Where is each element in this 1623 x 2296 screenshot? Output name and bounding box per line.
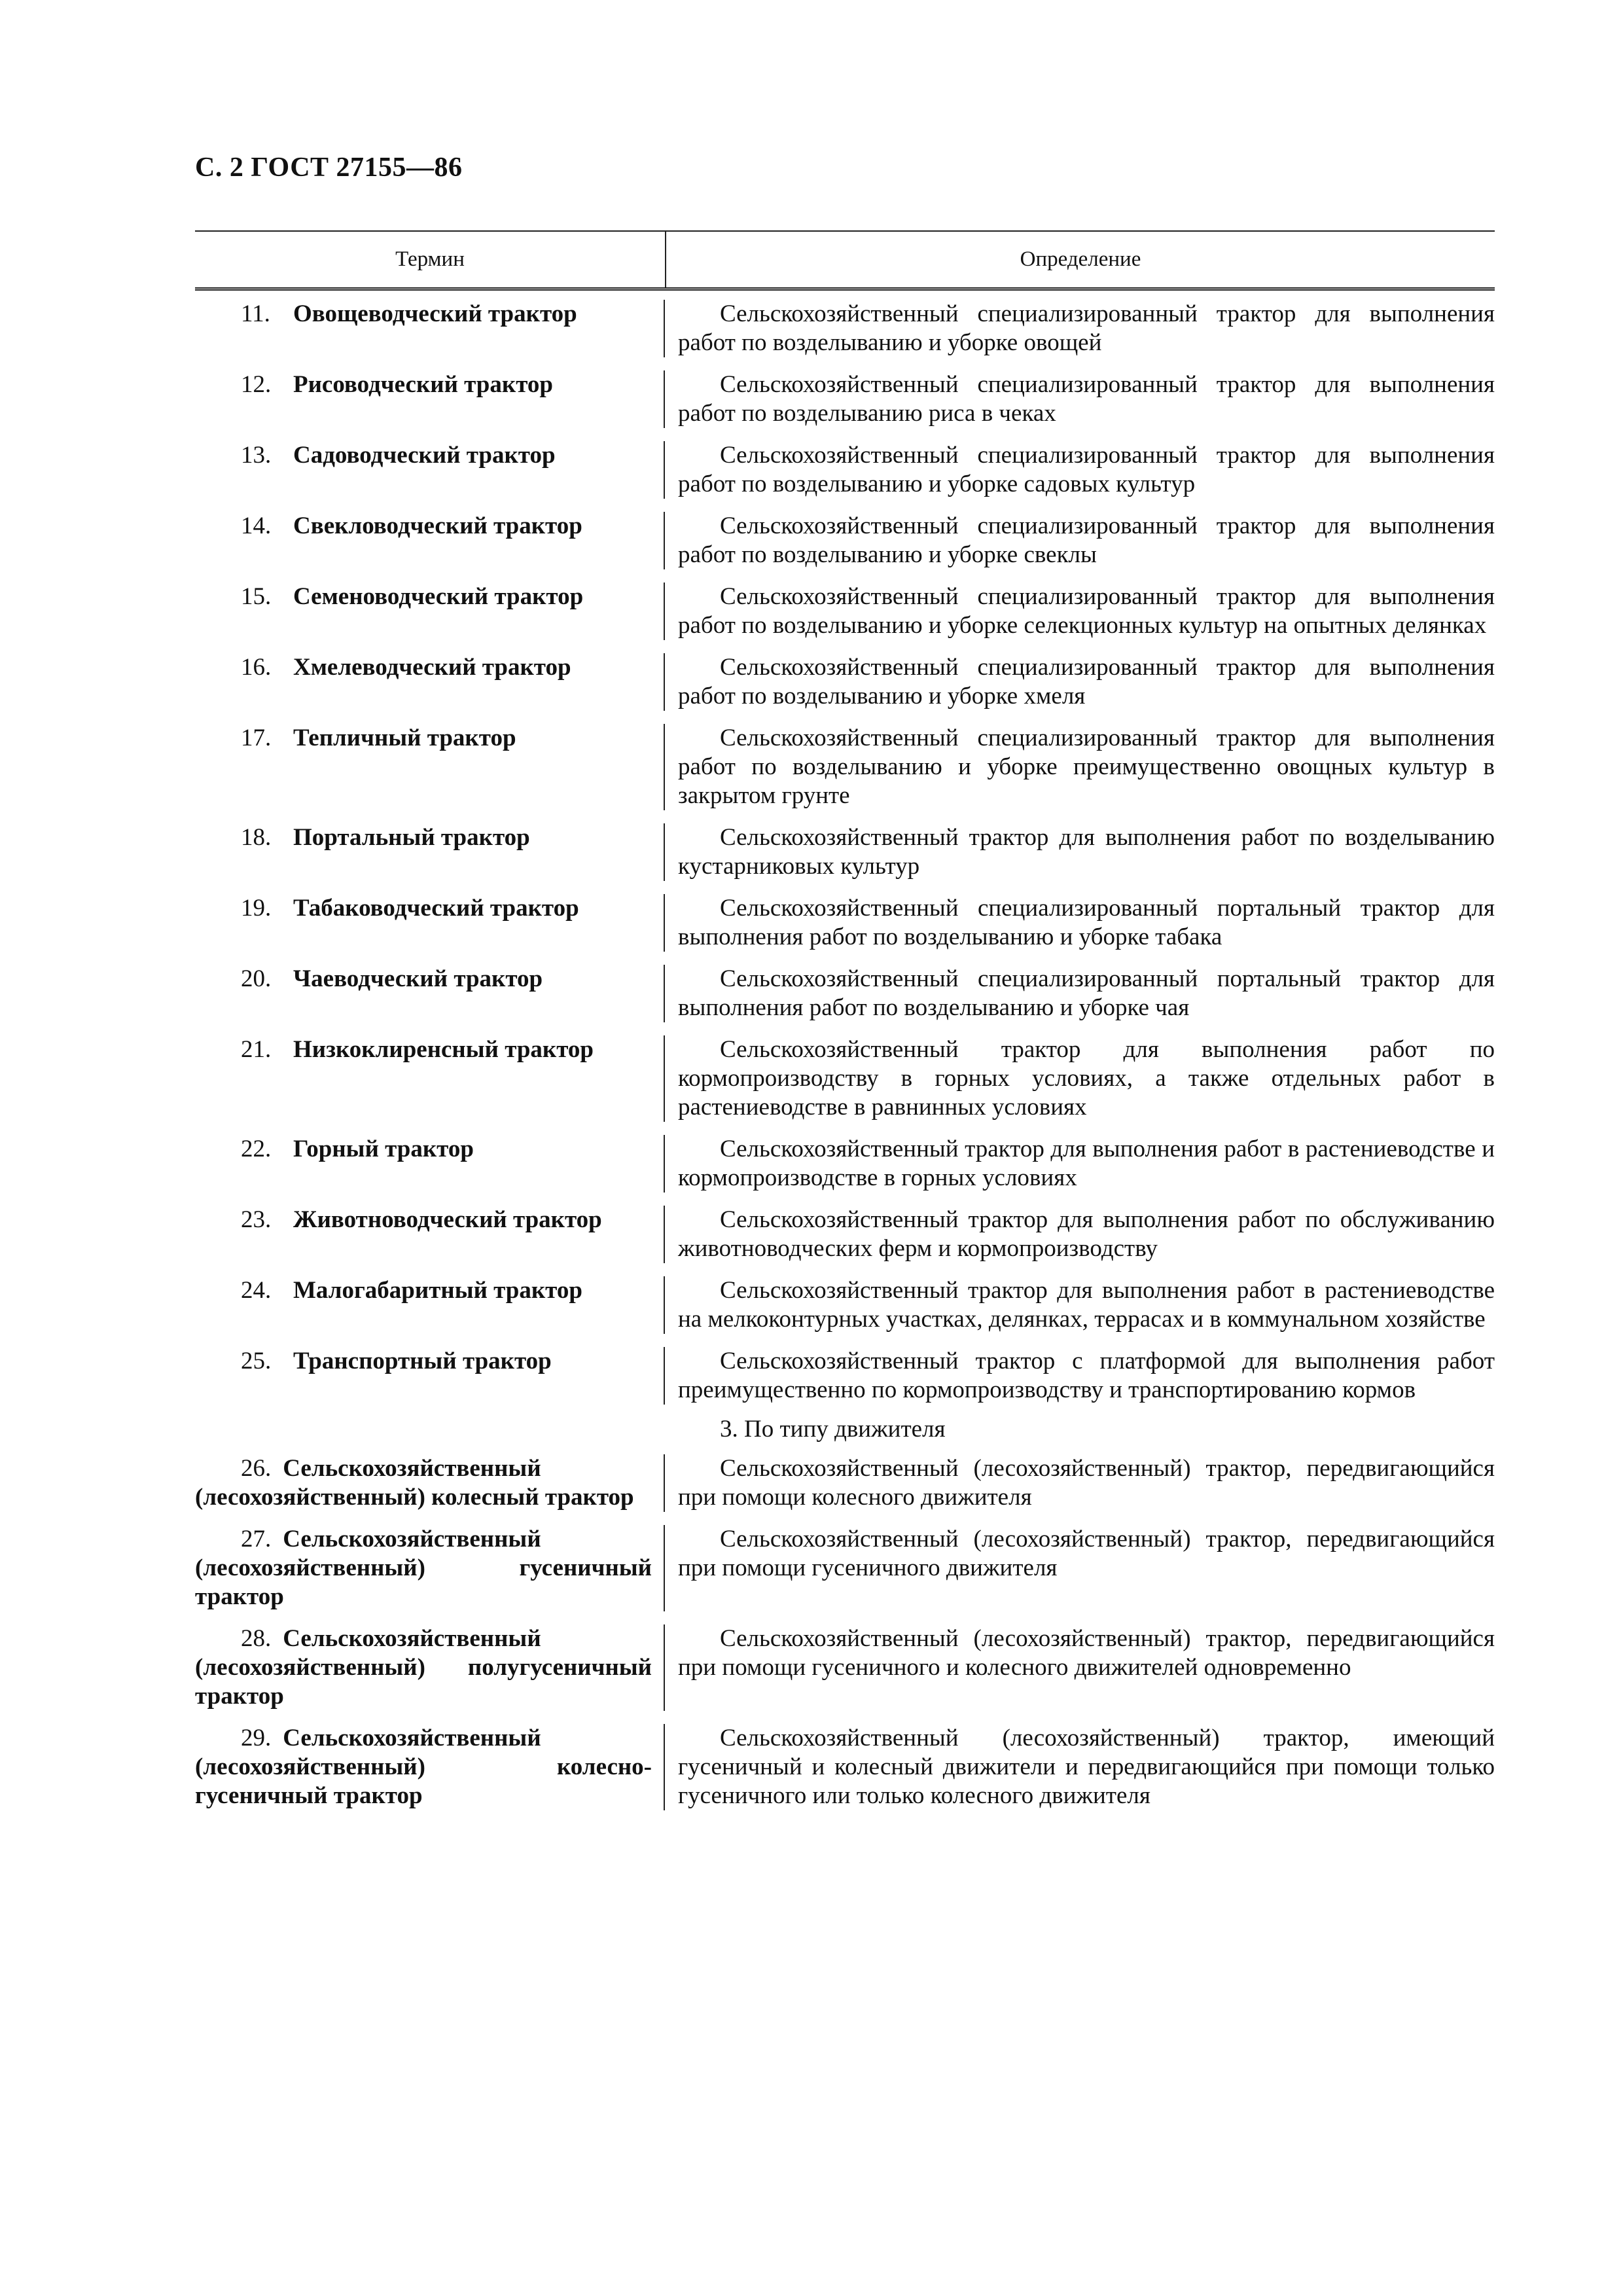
table-row: [195, 1454, 1495, 1512]
definition-cell: [665, 823, 1495, 881]
table-row: [195, 499, 1495, 569]
term-cell: [195, 894, 665, 952]
term-cell: [195, 441, 665, 499]
term-number: 12.: [241, 371, 272, 398]
definition-text: Сельскохозяйственный специализированный трактор для выполнения работ по возделыванию и уборке преимущественно овощных культур в закрытом грунте: [678, 725, 1495, 809]
term-number: 26.: [241, 1455, 272, 1482]
definition-text: Сельскохозяйственный трактор с платформой для выполнения работ преимущественно по кормопроизводству и транспортированию кормов: [678, 1348, 1495, 1403]
term-cell: [195, 1724, 665, 1810]
table-row: [195, 1512, 1495, 1611]
term-text: Семеноводческий трактор: [293, 583, 584, 610]
term-text: Малогабаритный трактор: [293, 1277, 582, 1304]
term-cell: [195, 1454, 665, 1512]
definition-text: Сельскохозяйственный трактор для выполнения работ по обслуживанию животноводческих ферм и кормопроизводству: [678, 1206, 1495, 1262]
table-row: [195, 1193, 1495, 1263]
term-cell: [195, 1525, 665, 1611]
definition-cell: [665, 653, 1495, 711]
term-text: Хмелеводческий трактор: [293, 654, 571, 681]
definition-text: Сельскохозяйственный специализированный трактор для выполнения работ по возделыванию риса в чеках: [678, 371, 1495, 427]
table-row: [195, 810, 1495, 881]
definition-cell: [665, 441, 1495, 499]
definition-cell: [665, 894, 1495, 952]
page-header: С. 2 ГОСТ 27155—86: [195, 152, 463, 183]
term-number: 18.: [241, 824, 272, 851]
term-text: Сельскохозяйственный (лесохозяйственный) гусеничный трактор: [195, 1526, 652, 1610]
term-number: 27.: [241, 1526, 272, 1552]
definition-text: Сельскохозяйственный (лесохозяйственный) трактор, передвигающийся при помощи гусеничного движителя: [678, 1526, 1495, 1581]
table-row: [195, 1122, 1495, 1193]
term-number: 29.: [241, 1725, 272, 1751]
definition-text: Сельскохозяйственный специализированный портальный трактор для выполнения работ по возделыванию и уборке чая: [678, 965, 1495, 1021]
definition-cell: [665, 1135, 1495, 1193]
table-row: [195, 640, 1495, 711]
term-cell: [195, 653, 665, 711]
section-heading-row: [195, 1405, 1495, 1454]
table-header-row: [195, 230, 1495, 291]
term-cell: [195, 1135, 665, 1193]
term-number: 28.: [241, 1625, 272, 1652]
term-text: Сельскохозяйственный (лесохозяйственный) колесный трактор: [195, 1455, 634, 1511]
term-number: 11.: [241, 300, 270, 327]
term-text: Горный трактор: [293, 1136, 474, 1162]
term-text: Тепличный трактор: [293, 725, 516, 751]
term-cell: [195, 1624, 665, 1711]
term-number: 16.: [241, 654, 272, 681]
definition-cell: [665, 1624, 1495, 1711]
definition-cell: [665, 512, 1495, 569]
definition-cell: [665, 1276, 1495, 1334]
term-number: 21.: [241, 1036, 272, 1063]
term-cell: [195, 1035, 665, 1122]
term-number: 17.: [241, 725, 272, 751]
definition-cell: [665, 370, 1495, 428]
table-row: [195, 569, 1495, 640]
table-row: [195, 1711, 1495, 1810]
definition-text: Сельскохозяйственный (лесохозяйственный) трактор, передвигающийся при помощи колесного движителя: [678, 1455, 1495, 1511]
term-number: 13.: [241, 442, 272, 469]
term-cell: [195, 370, 665, 428]
term-number: 25.: [241, 1348, 272, 1374]
table-row: [195, 881, 1495, 952]
table-row: [195, 1263, 1495, 1334]
term-text: Транспортный трактор: [293, 1348, 552, 1374]
definition-cell: [665, 724, 1495, 810]
definition-text: Сельскохозяйственный трактор для выполнения работ по возделыванию кустарниковых культур: [678, 824, 1495, 880]
definition-text: Сельскохозяйственный трактор для выполнения работ по кормопроизводству в горных условиях, а также отдельных работ в растениеводстве в равнинных условиях: [678, 1036, 1495, 1121]
term-number: 23.: [241, 1206, 272, 1233]
table-body: [195, 291, 1495, 1810]
definition-text: Сельскохозяйственный специализированный трактор для выполнения работ по возделыванию и уборке овощей: [678, 300, 1495, 356]
definition-cell: [665, 1454, 1495, 1512]
term-text: Садоводческий трактор: [293, 442, 556, 469]
term-text: Портальный трактор: [293, 824, 530, 851]
terms-table: [195, 230, 1495, 1810]
term-cell: [195, 823, 665, 881]
definition-cell: [665, 1206, 1495, 1263]
column-header-term: Термин: [195, 232, 666, 287]
definition-text: Сельскохозяйственный (лесохозяйственный) трактор, передвигающийся при помощи гусеничного и колесного движителей одновременно: [678, 1625, 1495, 1681]
term-number: 24.: [241, 1277, 272, 1304]
definition-text: Сельскохозяйственный специализированный трактор для выполнения работ по возделыванию и уборке садовых культур: [678, 442, 1495, 497]
definition-cell: [665, 1035, 1495, 1122]
term-text: Чаеводческий трактор: [293, 965, 543, 992]
term-cell: [195, 1347, 665, 1405]
definition-text: Сельскохозяйственный специализированный трактор для выполнения работ по возделыванию и уборке селекционных культур на опытных делянках: [678, 583, 1495, 639]
term-text: Овощеводческий трактор: [293, 300, 577, 327]
table-row: [195, 1611, 1495, 1711]
definition-cell: [665, 1724, 1495, 1810]
definition-text: Сельскохозяйственный трактор для выполнения работ в растениеводстве и кормопроизводстве в горных условиях: [678, 1136, 1495, 1191]
definition-cell: [665, 965, 1495, 1022]
term-cell: [195, 300, 665, 357]
definition-text: Сельскохозяйственный специализированный портальный трактор для выполнения работ по возделыванию и уборке табака: [678, 895, 1495, 950]
table-row: [195, 1334, 1495, 1405]
term-cell: [195, 583, 665, 640]
term-number: 14.: [241, 512, 272, 539]
table-row: [195, 428, 1495, 499]
term-number: 15.: [241, 583, 272, 610]
definition-cell: [665, 1525, 1495, 1611]
term-cell: [195, 965, 665, 1022]
term-cell: [195, 512, 665, 569]
definition-text: Сельскохозяйственный трактор для выполнения работ в растениеводстве на мелкоконтурных участках, делянках, террасах и в коммунальном хозяйстве: [678, 1277, 1495, 1333]
term-text: Животноводческий трактор: [293, 1206, 602, 1233]
section-spacer: [195, 1415, 665, 1444]
term-cell: [195, 1206, 665, 1263]
table-row: [195, 711, 1495, 810]
definition-text: Сельскохозяйственный специализированный трактор для выполнения работ по возделыванию и уборке хмеля: [678, 654, 1495, 709]
term-text: Сельскохозяйственный (лесохозяйственный) полугусеничный трактор: [195, 1625, 652, 1710]
definition-cell: [665, 583, 1495, 640]
term-number: 20.: [241, 965, 272, 992]
term-text: Сельскохозяйственный (лесохозяйственный) колесно-гусеничный трактор: [195, 1725, 652, 1809]
table-row: [195, 291, 1495, 357]
definition-text: Сельскохозяйственный (лесохозяйственный) трактор, имеющий гусеничный и колесный движители и передвигающийся при помощи только гусеничного или только колесного движителя: [678, 1725, 1495, 1809]
term-number: 22.: [241, 1136, 272, 1162]
term-text: Свекловодческий трактор: [293, 512, 582, 539]
term-text: Табаководческий трактор: [293, 895, 579, 922]
section-heading: 3. По типу движителя: [720, 1416, 946, 1443]
term-number: 19.: [241, 895, 272, 922]
definition-cell: [665, 300, 1495, 357]
term-text: Низкоклиренсный трактор: [293, 1036, 594, 1063]
definition-text: Сельскохозяйственный специализированный трактор для выполнения работ по возделыванию и уборке свеклы: [678, 512, 1495, 568]
definition-cell: [665, 1347, 1495, 1405]
column-header-definition: Определение: [1020, 247, 1141, 271]
term-text: Рисоводческий трактор: [293, 371, 553, 398]
table-row: [195, 952, 1495, 1022]
term-cell: [195, 1276, 665, 1334]
table-row: [195, 357, 1495, 428]
table-row: [195, 1022, 1495, 1122]
term-cell: [195, 724, 665, 810]
